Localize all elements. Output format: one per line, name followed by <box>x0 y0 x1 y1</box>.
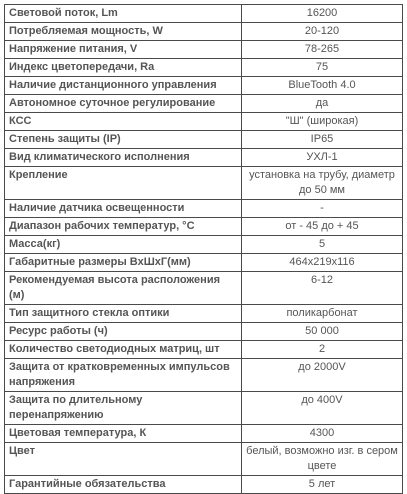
param-name: Количество светодиодных матриц, шт <box>5 341 242 359</box>
param-name: Потребляемая мощность, W <box>5 23 242 41</box>
param-name: Защита по длительному перенапряжению <box>5 392 242 425</box>
table-row <box>5 236 403 254</box>
param-value: - <box>242 200 403 218</box>
param-name: Цвет <box>5 443 242 476</box>
table-row <box>5 95 403 113</box>
table-row <box>5 443 403 476</box>
table-row <box>5 392 403 425</box>
specifications-table <box>4 4 403 494</box>
param-name: Наличие дистанционного управления <box>5 77 242 95</box>
param-value: 16200 <box>242 5 403 23</box>
param-name: Индекс цветопередачи, Ra <box>5 59 242 77</box>
param-value: установка на трубу, диаметр до 50 мм <box>242 167 403 200</box>
table-row <box>5 77 403 95</box>
table-row <box>5 254 403 272</box>
table-row <box>5 425 403 443</box>
table-row <box>5 200 403 218</box>
param-name: Рекомендуемая высота расположения (м) <box>5 272 242 305</box>
param-value: "Ш" (широкая) <box>242 113 403 131</box>
table-row <box>5 305 403 323</box>
table-row <box>5 359 403 392</box>
param-value: до 2000V <box>242 359 403 392</box>
param-name: Степень защиты (IP) <box>5 131 242 149</box>
table-row <box>5 59 403 77</box>
param-value: до 400V <box>242 392 403 425</box>
table-row <box>5 218 403 236</box>
param-value: 464х219х116 <box>242 254 403 272</box>
param-name: Крепление <box>5 167 242 200</box>
param-name: КСС <box>5 113 242 131</box>
param-value: 20-120 <box>242 23 403 41</box>
param-name: Тип защитного стекла оптики <box>5 305 242 323</box>
param-value: УХЛ-1 <box>242 149 403 167</box>
param-value: белый, возможно изг. в сером цвете <box>242 443 403 476</box>
table-row <box>5 113 403 131</box>
table-row <box>5 149 403 167</box>
param-value: IP65 <box>242 131 403 149</box>
table-row <box>5 341 403 359</box>
param-value: 2 <box>242 341 403 359</box>
param-name: Масса(кг) <box>5 236 242 254</box>
param-value: от - 45 до + 45 <box>242 218 403 236</box>
param-name: Ресурс работы (ч) <box>5 323 242 341</box>
table-row <box>5 5 403 23</box>
param-value: 50 000 <box>242 323 403 341</box>
param-name: Вид климатического исполнения <box>5 149 242 167</box>
table-row <box>5 323 403 341</box>
param-value: 78-265 <box>242 41 403 59</box>
param-value: BlueTooth 4.0 <box>242 77 403 95</box>
param-name: Защита от кратковременных импульсов напряжения <box>5 359 242 392</box>
table-row <box>5 476 403 494</box>
table-row <box>5 167 403 200</box>
param-name: Световой поток, Lm <box>5 5 242 23</box>
table-row <box>5 23 403 41</box>
param-value: 75 <box>242 59 403 77</box>
param-name: Цветовая температура, К <box>5 425 242 443</box>
param-value: поликарбонат <box>242 305 403 323</box>
param-value: 6-12 <box>242 272 403 305</box>
param-name: Габаритные размеры ВхШхГ(мм) <box>5 254 242 272</box>
param-name: Автономное суточное регулирование <box>5 95 242 113</box>
table-row <box>5 41 403 59</box>
param-name: Диапазон рабочих температур, °С <box>5 218 242 236</box>
param-name: Гарантийные обязательства <box>5 476 242 494</box>
table-row <box>5 272 403 305</box>
param-value: 5 лет <box>242 476 403 494</box>
param-name: Напряжение питания, V <box>5 41 242 59</box>
param-value: 5 <box>242 236 403 254</box>
table-row <box>5 131 403 149</box>
param-value: 4300 <box>242 425 403 443</box>
param-value: да <box>242 95 403 113</box>
param-name: Наличие датчика освещенности <box>5 200 242 218</box>
